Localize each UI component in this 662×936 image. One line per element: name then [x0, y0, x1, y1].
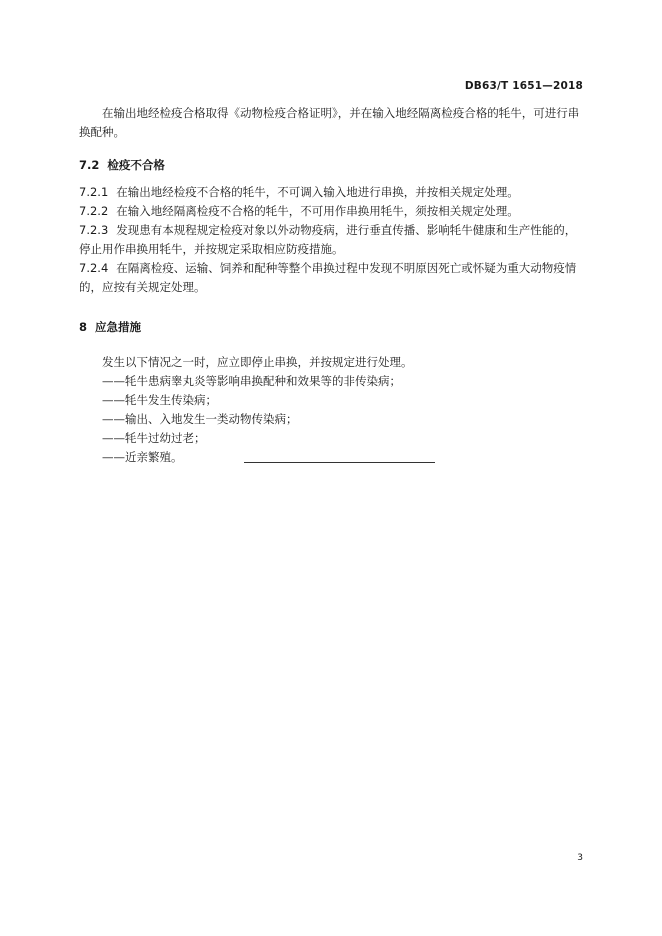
section-heading-7-2 — [79, 156, 586, 175]
section-title: 检疫不合格 — [107, 158, 165, 172]
clause-text: 在输出地经检疫不合格的牦牛，不可调入输入地进行串换，并按相关规定处理。 — [116, 185, 519, 199]
clause-number: 7.2.4 — [79, 261, 109, 275]
list-item: ——输出、入地发生一类动物传染病； — [102, 412, 298, 426]
end-of-document-rule — [244, 462, 435, 463]
page-number: 3 — [577, 853, 583, 863]
page-content — [79, 104, 586, 467]
clause-text: 发现患有本规程规定检疫对象以外动物疫病，进行垂直传播、影响牦牛健康和生产性能的，停止用作串换用牦牛，并按规定采取相应防疫措施。 — [79, 223, 577, 256]
section-number: 7.2 — [79, 158, 100, 172]
clause-7-2-1 — [79, 183, 586, 202]
intro-paragraph: 在输出地经检疫合格取得《动物检疫合格证明》，并在输入地经隔离检疫合格的牦牛，可进行串换配种。 — [79, 106, 580, 139]
clause-number: 7.2.2 — [79, 204, 109, 218]
clause-7-2-2 — [79, 202, 586, 221]
section-title: 应急措施 — [95, 320, 142, 334]
list-item: ——牦牛发生传染病； — [102, 393, 217, 407]
clause-text: 在隔离检疫、运输、饲养和配种等整个串换过程中发现不明原因死亡或怀疑为重大动物疫情的，应按有关规定处理。 — [79, 261, 577, 294]
clause-7-2-4 — [79, 259, 586, 297]
clause-7-2-3 — [79, 221, 586, 259]
section-number: 8 — [79, 320, 88, 334]
clause-number: 7.2.1 — [79, 185, 109, 199]
list-item: ——牦牛过幼过老； — [102, 431, 206, 445]
section-heading-8 — [79, 318, 586, 337]
section-8-lead: 发生以下情况之一时，应立即停止串换，并按规定进行处理。 — [102, 355, 413, 369]
clause-text: 在输入地经隔离检疫不合格的牦牛，不可用作串换用牦牛，须按相关规定处理。 — [116, 204, 519, 218]
clause-number: 7.2.3 — [79, 223, 109, 237]
list-item: ——近亲繁殖。 — [102, 450, 183, 464]
list-item: ——牦牛患病睾丸炎等影响串换配种和效果等的非传染病； — [102, 374, 401, 388]
document-code: DB63/T 1651—2018 — [464, 80, 583, 92]
